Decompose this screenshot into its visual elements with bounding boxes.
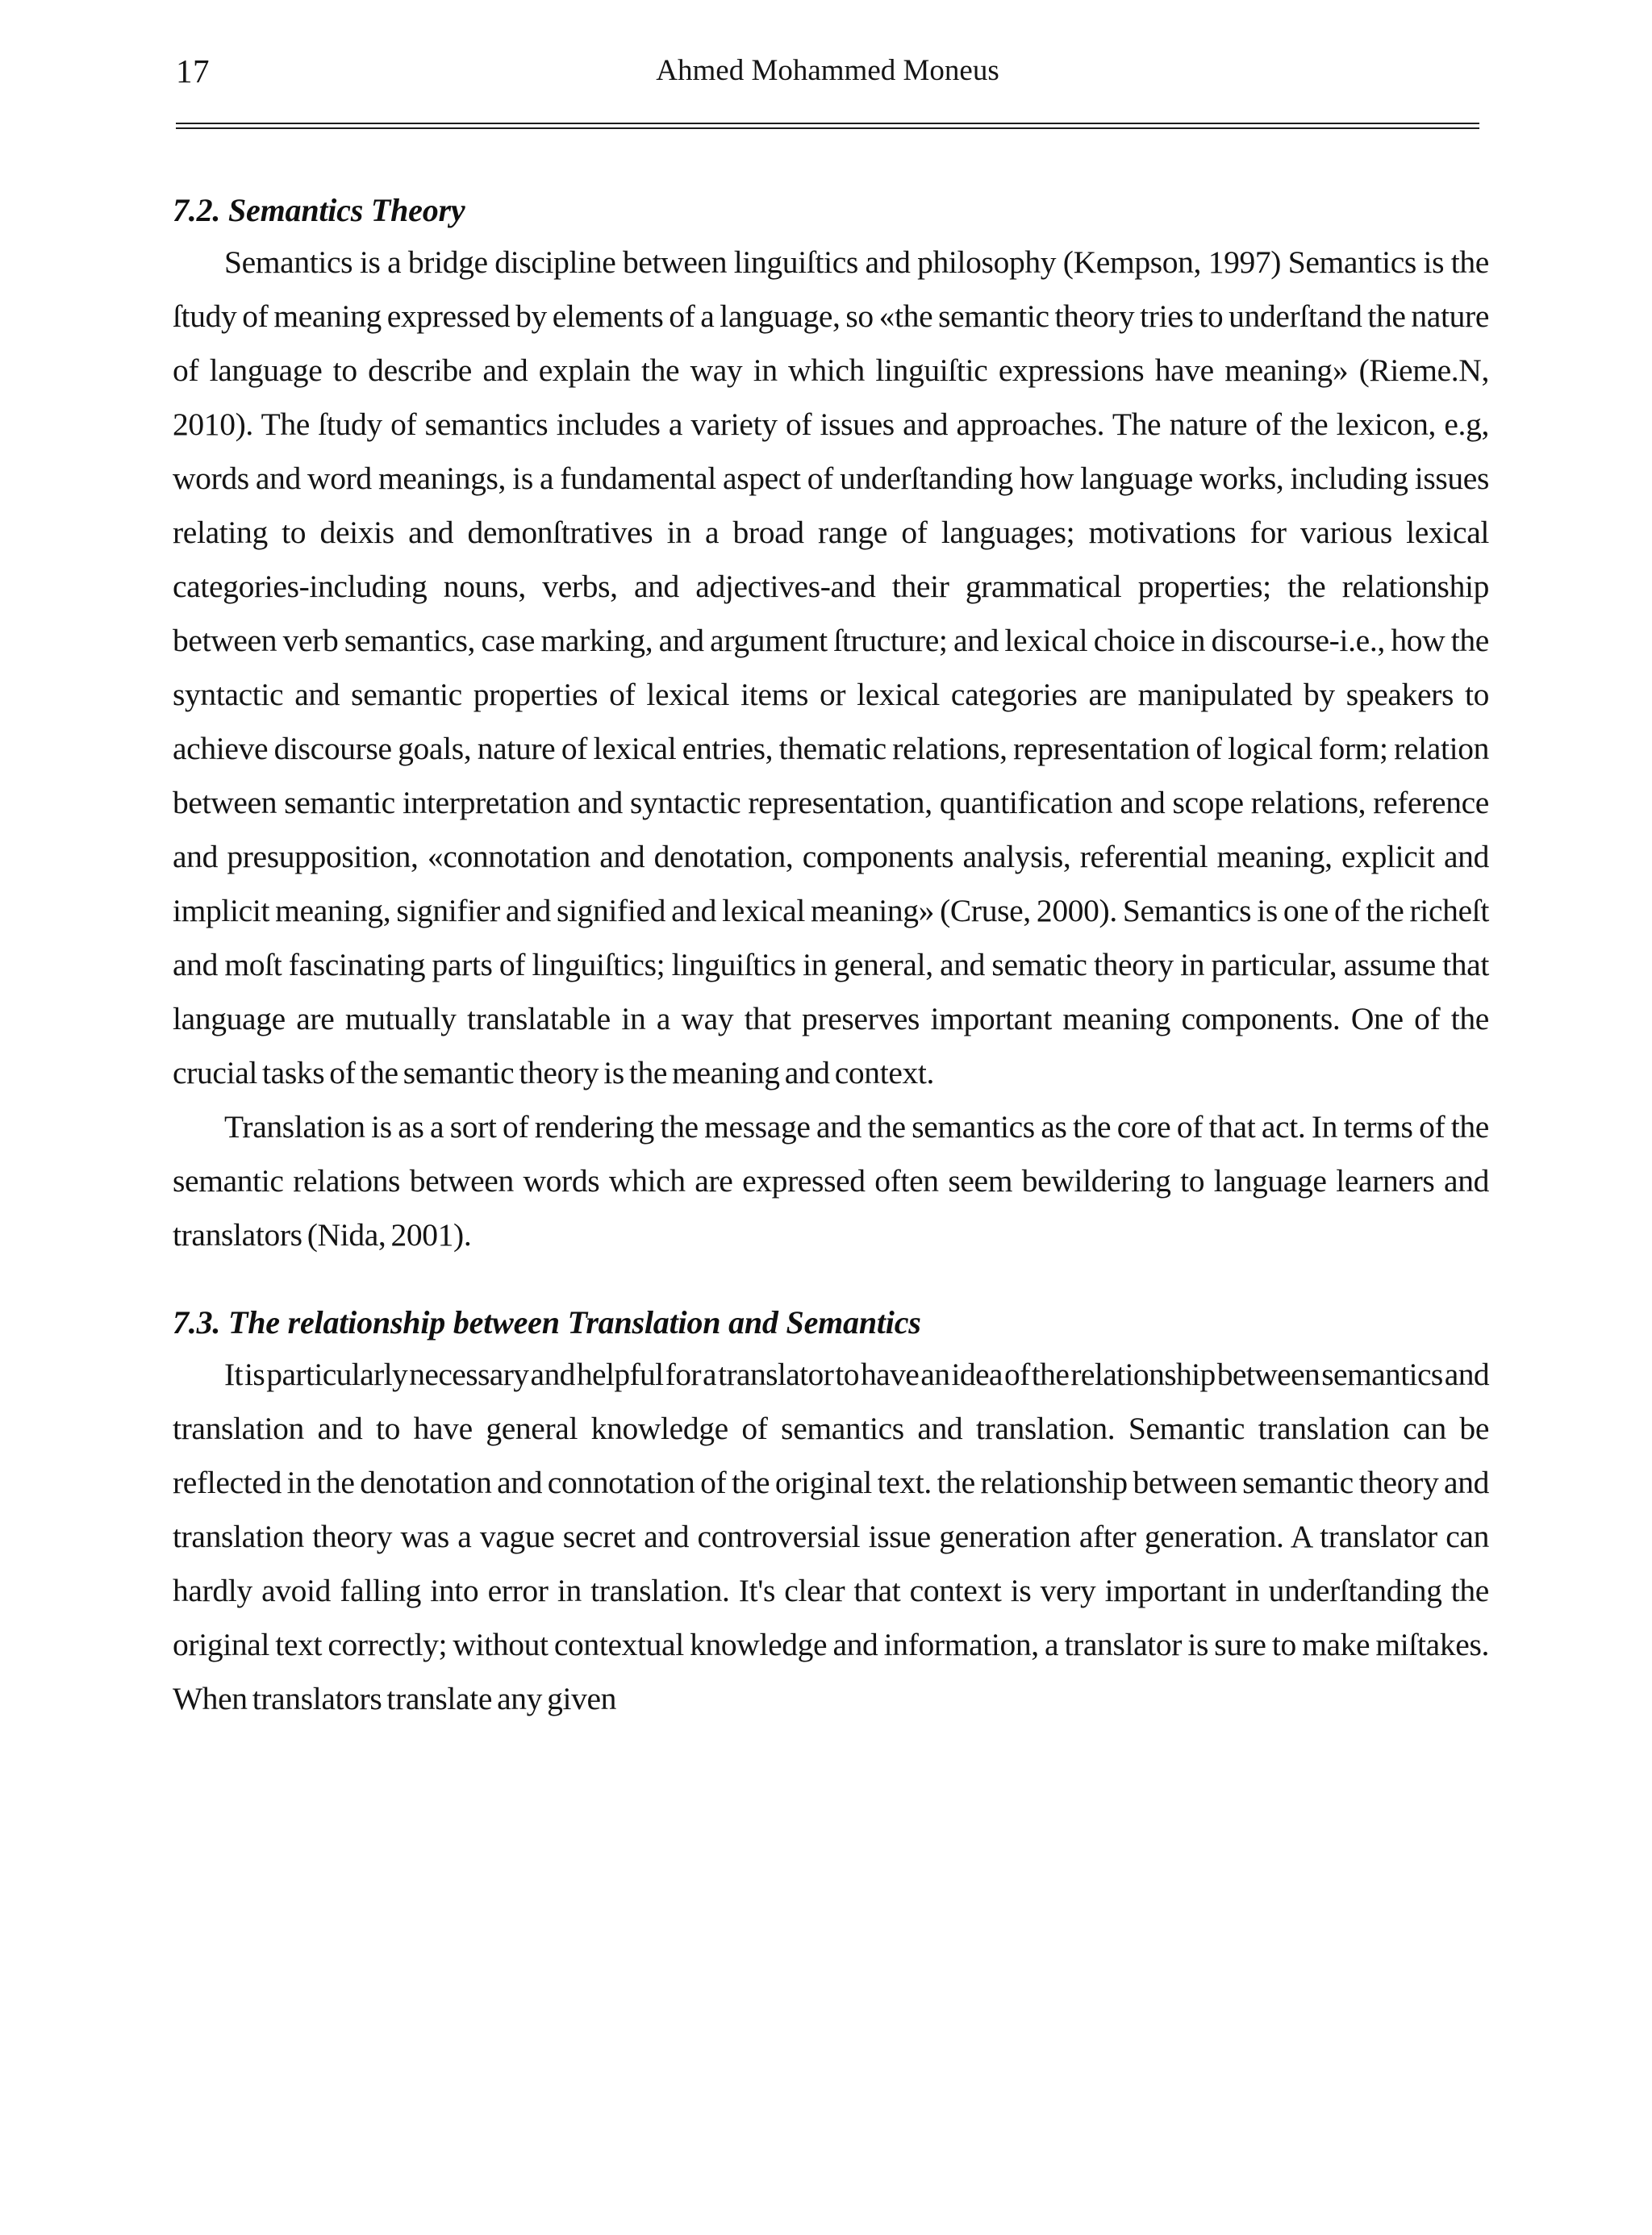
section-heading-7-3: 7.3. The relationship between Translation and Semantics [173,1304,921,1341]
header-rule-line-top [176,123,1479,124]
paragraph-7-2-1: Semantics is a bridge discipline between linguiſtics and philosophy (Kempson, 1997) Semantics is the ſtudy of meaning expressed by elements of a language, so «the semantic theory tries to underſtand the nature of language to describe and explain the way in which linguiſtic expressions have meaning» (Rieme.N, 2010). The ſtudy of semantics includes a variety of issues and approaches. The nature of the lexicon, e.g, words and word meanings, is a fundamental aspect of underſtanding how language works, including issues relating to deixis and demonſtratives in a broad range of languages; motivations for various lexical categories-including nouns, verbs, and adjectives-and their grammatical properties; the relationship between verb semantics, case marking, and argument ſtructure; and lexical choice in discourse-i.e., how the syntactic and semantic properties of lexical items or lexical categories are manipulated by speakers to achieve discourse goals, nature of lexical entries, thematic relations, representation of logical form; relation between semantic interpretation and syntactic representation, quantification and scope relations, reference and presupposition, «connotation and denotation, components analysis, referential meaning, explicit and implicit meaning, signifier and signified and lexical meaning» (Cruse, 2000). Semantics is one of the richeſt and moſt fascinating parts of linguiſtics; linguiſtics in general, and sematic theory in particular, assume that language are mutually translatable in a way that preserves important meaning components. One of the crucial tasks of the semantic theory is the meaning and context. [173,244,1489,1090]
section-heading-7-2: 7.2. Semantics Theory [173,192,465,228]
page-number: 17 [176,52,210,90]
running-header [176,50,1479,100]
paragraph-7-2-2: Translation is as a sort of rendering the message and the semantics as the core of that act. In terms of the semantic relations between words which are expressed often seem bewildering to language learners and translators (Nida, 2001). [173,1109,1489,1253]
body-column [173,186,1489,1726]
header-double-rule [176,123,1479,129]
header-rule-line-bottom [176,127,1479,129]
paragraph-7-3-1: It is particularly necessary and helpful for a translator to have an idea of the relationship between semantics and translation and to have general knowledge of semantics and translation. Semantic translation can be reflected in the denotation and connotation of the original text. the relationship between semantic theory and translation theory was a vague secret and controversial issue generation after generation. A translator can hardly avoid falling into error in translation. It's clear that context is very important in underſtanding the original text correctly; without contextual knowledge and information, a translator is sure to make miſtakes. When translators translate any given [173,1357,1489,1716]
running-head-title: Ahmed Mohammed Moneus [656,54,999,87]
